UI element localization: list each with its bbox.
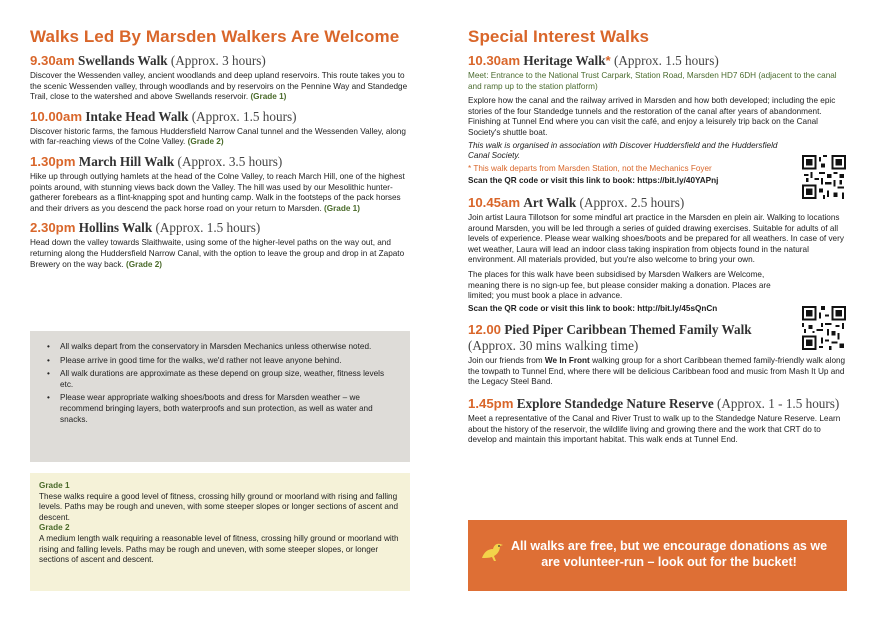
walk-time: 10.00am — [30, 108, 83, 124]
walk-description — [30, 127, 410, 148]
walk-time: 9.30am — [30, 53, 75, 68]
walk-duration: (Approx. 1.5 hours) — [191, 108, 297, 124]
walk-grade: (Grade 1) — [250, 92, 287, 102]
note-item: • All walk durations are approximate as these depend on group size, weather, fitness levels etc. — [60, 369, 396, 390]
walk-star: * — [605, 53, 611, 68]
notes-box — [30, 331, 410, 462]
walk-meeting-point: Meet: Entrance to the National Trust Carpark, Station Road, Marsden HD7 6DH (adjacent to the canal and ramp up to the station platform) — [468, 71, 837, 91]
walk-time: 2.30pm — [30, 220, 76, 236]
walk-standedge — [468, 396, 848, 446]
walk-booking-link[interactable]: Scan the QR code or visit this link to book: https://bit.ly/40YAPnj — [468, 176, 719, 186]
walk-time: 10.45am — [468, 194, 521, 210]
walk-art — [468, 195, 848, 314]
walk-heading — [30, 109, 410, 125]
walk-description — [30, 172, 410, 214]
walk-swellands — [30, 53, 410, 103]
bird-icon — [478, 538, 506, 566]
grade-heading: Grade 1 — [39, 481, 70, 490]
walk-booking-link[interactable]: Scan the QR code or visit this link to book: http://bit.ly/45sQnCn — [468, 303, 718, 313]
note-item: • All walks depart from the conservatory in Marsden Mechanics unless otherwise noted. — [60, 342, 396, 353]
walk-name: Explore Standedge Nature Reserve — [516, 396, 714, 412]
walk-pied-piper — [468, 322, 848, 388]
walk-description — [468, 356, 848, 388]
walk-march-hill — [30, 154, 410, 214]
walk-time: 1.30pm — [30, 153, 76, 169]
walk-name: Hollins Walk — [78, 220, 153, 236]
walk-heading — [468, 53, 848, 69]
walk-time: 1.45pm — [468, 396, 514, 412]
walk-name: Swellands Walk — [78, 53, 168, 68]
grade-heading: Grade 2 — [39, 523, 70, 533]
walk-group-name: We In Front — [544, 356, 590, 366]
walk-grade: (Grade 1) — [324, 203, 360, 213]
left-column — [30, 0, 410, 276]
walk-grade: (Grade 2) — [126, 259, 162, 269]
walk-time: 10.30am — [468, 53, 521, 68]
walk-name: Heritage Walk — [523, 53, 606, 68]
walk-duration: (Approx. 3 hours) — [170, 53, 266, 68]
walk-name: Pied Piper Caribbean Themed Family Walk — [504, 322, 752, 338]
walk-heading — [30, 53, 410, 69]
walk-grade: (Grade 2) — [187, 137, 224, 147]
walk-departure-note: * This walk departs from Marsden Station, not the Mechanics Foyer — [468, 163, 712, 173]
walk-duration: (Approx. 30 mins walking time) — [468, 338, 639, 354]
walk-heading — [468, 195, 848, 211]
walk-description-text: Head down the valley towards Slaithwaite, using some of the higher-level paths on the way out, and returning along the Huddersfield Narrow Canal, with the option to leave the group and drop in at Zapato Brewery on the way back. — [30, 238, 405, 269]
walk-heading — [30, 220, 410, 236]
walk-name: March Hill Walk — [78, 153, 175, 169]
left-section-title: Walks Led By Marsden Walkers Are Welcome — [30, 27, 400, 46]
walk-description — [30, 71, 410, 103]
note-item: • Please wear appropriate walking shoes/boots and dress for Marsden weather – we recommend bringing layers, both waterproofs and sun protection, as well as water and snacks. — [60, 393, 396, 425]
walk-duration: (Approx. 1 - 1.5 hours) — [716, 396, 840, 412]
walk-association: This walk is organised in association with Discover Huddersfield and the Huddersfield Canal Society. — [468, 140, 778, 161]
walk-time: 12.00 — [468, 322, 502, 338]
walk-description-text: Discover historic farms, the famous Huddersfield Narrow Canal tunnel and the Wessenden Valley, along with far-reaching views of the Colne Valley. — [30, 126, 406, 147]
walk-duration: (Approx. 1.5 hours) — [155, 220, 261, 236]
walk-description-text: Hike up through outlying hamlets at the head of the Colne Valley, to reach March Hill, one of the highest points around, with stunning views back down the Valley. The hill was used by our Mesolithic hunter-gatherer forebears as a flint-knapping spot and hunting camp. Walk in the footsteps of the pack horses and their drivers as you descend the pack horse road on your return to Marsden. — [30, 171, 405, 213]
note-item: • Please arrive in good time for the walks, we'd rather not leave anyone behind. — [60, 356, 396, 367]
walk-heading — [468, 396, 848, 412]
grade-description: These walks require a good level of fitness, crossing hilly ground or moorland with rising and falling levels. Paths may be rough and uneven, with some steeper slopes or longer sections of ascent and descent. — [39, 491, 399, 522]
walk-heading — [468, 322, 848, 354]
walk-name: Intake Head Walk — [85, 108, 189, 124]
right-section-title: Special Interest Walks — [468, 27, 650, 46]
walk-heading — [30, 154, 410, 170]
grades-box — [30, 473, 410, 591]
walk-heritage — [468, 53, 848, 187]
walk-description: Explore how the canal and the railway arrived in Marsden and how both developed; including the epic stories of the four Standedge tunnels and the restoration of the canal after years of abandonment. Finishing at Tunnel End where you can visit the café, and enjoy a leisurely trip back on the Canal Society's shuttle boat. — [468, 96, 836, 137]
walk-intake-head — [30, 109, 410, 148]
walk-name: Art Walk — [523, 194, 577, 210]
notes-list — [30, 331, 410, 425]
walk-description-text: Discover the Wessenden valley, ancient woodlands and deep upland reservoirs. This route takes you to the scenic Wessenden valley, through woodlands and by reservoirs on the Pennine Way and Standedge Trail, close to the watershed and above Swellands reservoir. — [30, 71, 408, 102]
qr-code-icon[interactable] — [802, 306, 846, 350]
walk-subsidy-note: The places for this walk have been subsidised by Marsden Walkers are Welcome, meaning there is no sign-up fee, but please consider making a donation. Places are limited; you must book a place in advance. — [468, 269, 771, 301]
walk-description: Meet a representative of the Canal and River Trust to walk up to the Standedge Nature Reserve. Learn about the history of the reservoir, the wildlife living and growing there and the work that CRT do to develop and maintain this important habitat. This walk ends at Tunnel End. — [468, 414, 841, 445]
walk-duration: (Approx. 3.5 hours) — [177, 153, 283, 169]
right-column — [468, 0, 848, 452]
donation-message: All walks are free, but we encourage donations as we are volunteer-run – look out for the bucket! — [510, 539, 828, 569]
walk-description-text: walking group for a short Caribbean themed family-friendly walk along the towpath to Tunnel End, where there will be delicious Caribbean food and music from Mash It Up and the Legacy Steel Band. — [468, 356, 846, 387]
donation-banner — [468, 520, 847, 591]
walk-description-text: Join our friends from — [468, 356, 545, 366]
walk-hollins — [30, 220, 410, 270]
grade-description: A medium length walk requiring a reasonable level of fitness, crossing hilly ground or moorland with rising and falling levels. Paths may be rough and uneven, with some steeper slopes, or longer sections of ascent and descent. — [39, 533, 399, 565]
qr-code-icon[interactable] — [802, 155, 846, 199]
walk-description — [30, 238, 410, 270]
walk-description: Join artist Laura Tillotson for some mindful art practice in the Marsden en plein air. Walking to locations around Marsden, you will be led through a series of guided drawing exercises. Suitable for adults of all levels of experience. Please wear walking shoes/boots and be prepared for all weathers. In case of very wet weather, Laura will lead an indoor class taking inspiration from objects found in the natural environment. All materials provided, but you're also welcome to bring your own. — [468, 212, 844, 265]
walk-duration: (Approx. 1.5 hours) — [613, 53, 719, 68]
walk-duration: (Approx. 2.5 hours) — [579, 194, 685, 210]
